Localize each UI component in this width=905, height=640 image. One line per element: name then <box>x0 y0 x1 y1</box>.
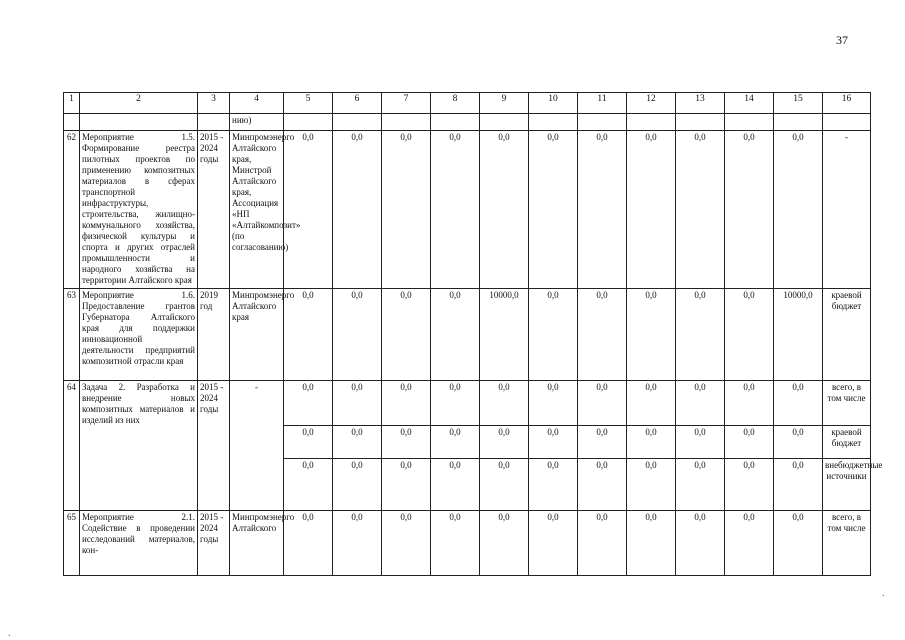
row-number: 65 <box>64 511 80 576</box>
executor: Минпромэнерго Алтайского <box>230 511 284 576</box>
column-number-9: 9 <box>480 93 529 114</box>
column-number-6: 6 <box>333 93 382 114</box>
amount-cell: 0,0 <box>480 131 529 289</box>
amount-cell: 0,0 <box>627 131 676 289</box>
continuation-cell: нию) <box>230 114 284 131</box>
amount-cell: 0,0 <box>725 511 774 576</box>
amount-cell: 0,0 <box>676 426 725 459</box>
executor: Минпромэнерго Алтайского края <box>230 289 284 381</box>
row-number: 64 <box>64 381 80 511</box>
amount-cell: 0,0 <box>382 511 431 576</box>
column-number-1: 1 <box>64 93 80 114</box>
row-number: 62 <box>64 131 80 289</box>
amount-cell: 10000,0 <box>480 289 529 381</box>
amount-cell: 0,0 <box>774 381 823 426</box>
amount-cell: 0,0 <box>333 381 382 426</box>
amount-cell: 0,0 <box>333 459 382 511</box>
implementation-years: 2015 - 2024 годы <box>198 381 230 511</box>
amount-cell: 0,0 <box>284 426 333 459</box>
amount-cell: 0,0 <box>627 381 676 426</box>
amount-cell: 0,0 <box>431 289 480 381</box>
column-number-15: 15 <box>774 93 823 114</box>
amount-cell: 0,0 <box>627 459 676 511</box>
executor: - <box>230 381 284 511</box>
column-number-5: 5 <box>284 93 333 114</box>
row-number: 63 <box>64 289 80 381</box>
column-number-11: 11 <box>578 93 627 114</box>
amount-cell: 0,0 <box>333 131 382 289</box>
amount-cell: 0,0 <box>284 511 333 576</box>
amount-cell: 0,0 <box>284 289 333 381</box>
column-number-8: 8 <box>431 93 480 114</box>
column-number-7: 7 <box>382 93 431 114</box>
amount-cell: 0,0 <box>382 426 431 459</box>
column-number-12: 12 <box>627 93 676 114</box>
column-number-10: 10 <box>529 93 578 114</box>
amount-cell: 0,0 <box>284 131 333 289</box>
table-row <box>64 511 871 576</box>
column-number-4: 4 <box>230 93 284 114</box>
measure-name: Мероприятие 2.1. Содействие в проведении исследований материалов, кон- <box>80 511 198 576</box>
executor: Минпромэнерго Алтайского края, Минстрой Алтайского края, Ассоциация «НП «Алтайкомпозит» (по согласованию) <box>230 131 284 289</box>
amount-cell: 0,0 <box>382 131 431 289</box>
amount-cell: 0,0 <box>676 131 725 289</box>
program-table <box>63 92 883 576</box>
table-row <box>64 131 871 289</box>
amount-cell: 0,0 <box>431 381 480 426</box>
scan-mark: . <box>882 588 885 599</box>
implementation-years: 2015 - 2024 годы <box>198 131 230 289</box>
amount-cell: 0,0 <box>529 131 578 289</box>
funding-source: - <box>823 131 871 289</box>
amount-cell: 0,0 <box>578 459 627 511</box>
amount-cell: 0,0 <box>725 289 774 381</box>
amount-cell: 0,0 <box>774 459 823 511</box>
amount-cell: 0,0 <box>578 511 627 576</box>
amount-cell: 0,0 <box>627 426 676 459</box>
amount-cell: 0,0 <box>578 426 627 459</box>
column-number-13: 13 <box>676 93 725 114</box>
amount-cell: 0,0 <box>480 511 529 576</box>
amount-cell: 0,0 <box>725 381 774 426</box>
amount-cell: 0,0 <box>431 511 480 576</box>
continuation-row <box>64 114 871 131</box>
amount-cell: 0,0 <box>382 459 431 511</box>
amount-cell: 0,0 <box>529 459 578 511</box>
amount-cell: 10000,0 <box>774 289 823 381</box>
amount-cell: 0,0 <box>284 459 333 511</box>
amount-cell: 0,0 <box>774 426 823 459</box>
amount-cell: 0,0 <box>676 459 725 511</box>
amount-cell: 0,0 <box>431 131 480 289</box>
amount-cell: 0,0 <box>627 511 676 576</box>
amount-cell: 0,0 <box>774 511 823 576</box>
amount-cell: 0,0 <box>480 459 529 511</box>
column-number-16: 16 <box>823 93 871 114</box>
amount-cell: 0,0 <box>725 459 774 511</box>
amount-cell: 0,0 <box>333 511 382 576</box>
funding-source: краевой бюджет <box>823 426 871 459</box>
column-number-row <box>64 93 871 114</box>
column-number-14: 14 <box>725 93 774 114</box>
measure-name: Задача 2. Разработка и внедрение новых композитных материалов и изделий из них <box>80 381 198 511</box>
amount-cell: 0,0 <box>676 511 725 576</box>
amount-cell: 0,0 <box>333 289 382 381</box>
amount-cell: 0,0 <box>382 381 431 426</box>
amount-cell: 0,0 <box>725 131 774 289</box>
measure-name: Мероприятие 1.6. Предоставление грантов Губернатора Алтайского края для поддержки инновационной деятельности предприятий композитной отрасли края <box>80 289 198 381</box>
amount-cell: 0,0 <box>529 511 578 576</box>
implementation-years: 2015 - 2024 годы <box>198 511 230 576</box>
amount-cell: 0,0 <box>382 289 431 381</box>
implementation-years: 2019 год <box>198 289 230 381</box>
amount-cell: 0,0 <box>676 381 725 426</box>
table-row <box>64 289 871 381</box>
amount-cell: 0,0 <box>774 131 823 289</box>
amount-cell: 0,0 <box>480 426 529 459</box>
funding-source: краевой бюджет <box>823 289 871 381</box>
funding-source: всего, в том числе <box>823 381 871 426</box>
funding-source: внебюджетные источники <box>823 459 871 511</box>
amount-cell: 0,0 <box>725 426 774 459</box>
amount-cell: 0,0 <box>529 381 578 426</box>
page-number: 37 <box>836 33 848 47</box>
amount-cell: 0,0 <box>627 289 676 381</box>
amount-cell: 0,0 <box>578 381 627 426</box>
amount-cell: 0,0 <box>333 426 382 459</box>
column-number-3: 3 <box>198 93 230 114</box>
amount-cell: 0,0 <box>431 426 480 459</box>
amount-cell: 0,0 <box>529 426 578 459</box>
amount-cell: 0,0 <box>578 131 627 289</box>
amount-cell: 0,0 <box>431 459 480 511</box>
scan-mark: . <box>8 628 11 639</box>
table-row <box>64 381 871 426</box>
amount-cell: 0,0 <box>284 381 333 426</box>
amount-cell: 0,0 <box>578 289 627 381</box>
amount-cell: 0,0 <box>529 289 578 381</box>
column-number-2: 2 <box>80 93 198 114</box>
measure-name: Мероприятие 1.5. Формирование реестра пилотных проектов по применению композитных материалов в сферах транспортной инфраструктуры, строительства, жилищно-коммунального хозяйства, физической культуры и спорта и других отраслей промышленности и народного хозяйства на территории Алтайского края <box>80 131 198 289</box>
funding-source: всего, в том числе <box>823 511 871 576</box>
amount-cell: 0,0 <box>676 289 725 381</box>
amount-cell: 0,0 <box>480 381 529 426</box>
